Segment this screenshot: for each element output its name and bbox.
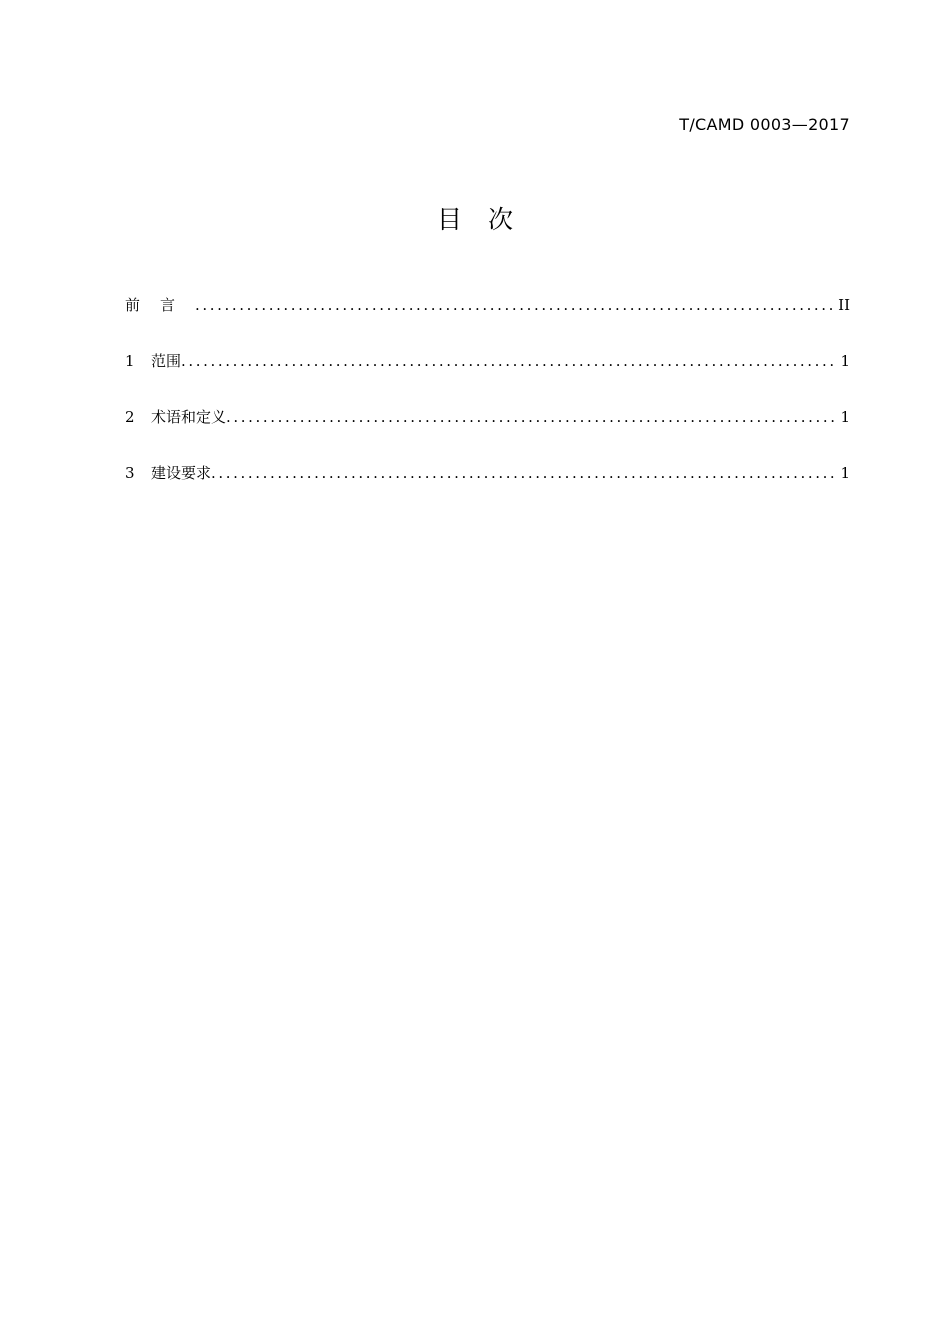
toc-entry-page: II [838,296,850,314]
toc-entry-page: 1 [840,408,850,426]
toc-dot-leader [211,461,834,485]
toc-entry-scope[interactable] [125,349,850,373]
toc-entry-page: 1 [840,464,850,482]
document-code: T/CAMD 0003—2017 [679,115,850,134]
toc-entry-page: 1 [840,352,850,370]
toc-dot-leader [195,293,834,317]
toc-entry-label: 前言 [125,296,196,314]
table-of-contents [125,293,850,517]
toc-entry-label: 术语和定义 [151,408,227,426]
toc-entry-foreword[interactable] [125,293,850,317]
toc-entry-terms-definitions[interactable] [125,405,850,429]
toc-title: 目次 [436,205,539,234]
toc-entry-label: 建设要求 [151,464,212,482]
toc-dot-leader [226,405,834,429]
toc-entry-number: 1 [125,352,135,370]
toc-entry-number: 2 [125,408,135,426]
toc-entry-construction-requirements[interactable] [125,461,850,485]
toc-entry-number: 3 [125,464,135,482]
toc-dot-leader [181,349,834,373]
toc-entry-label: 范围 [151,352,182,370]
